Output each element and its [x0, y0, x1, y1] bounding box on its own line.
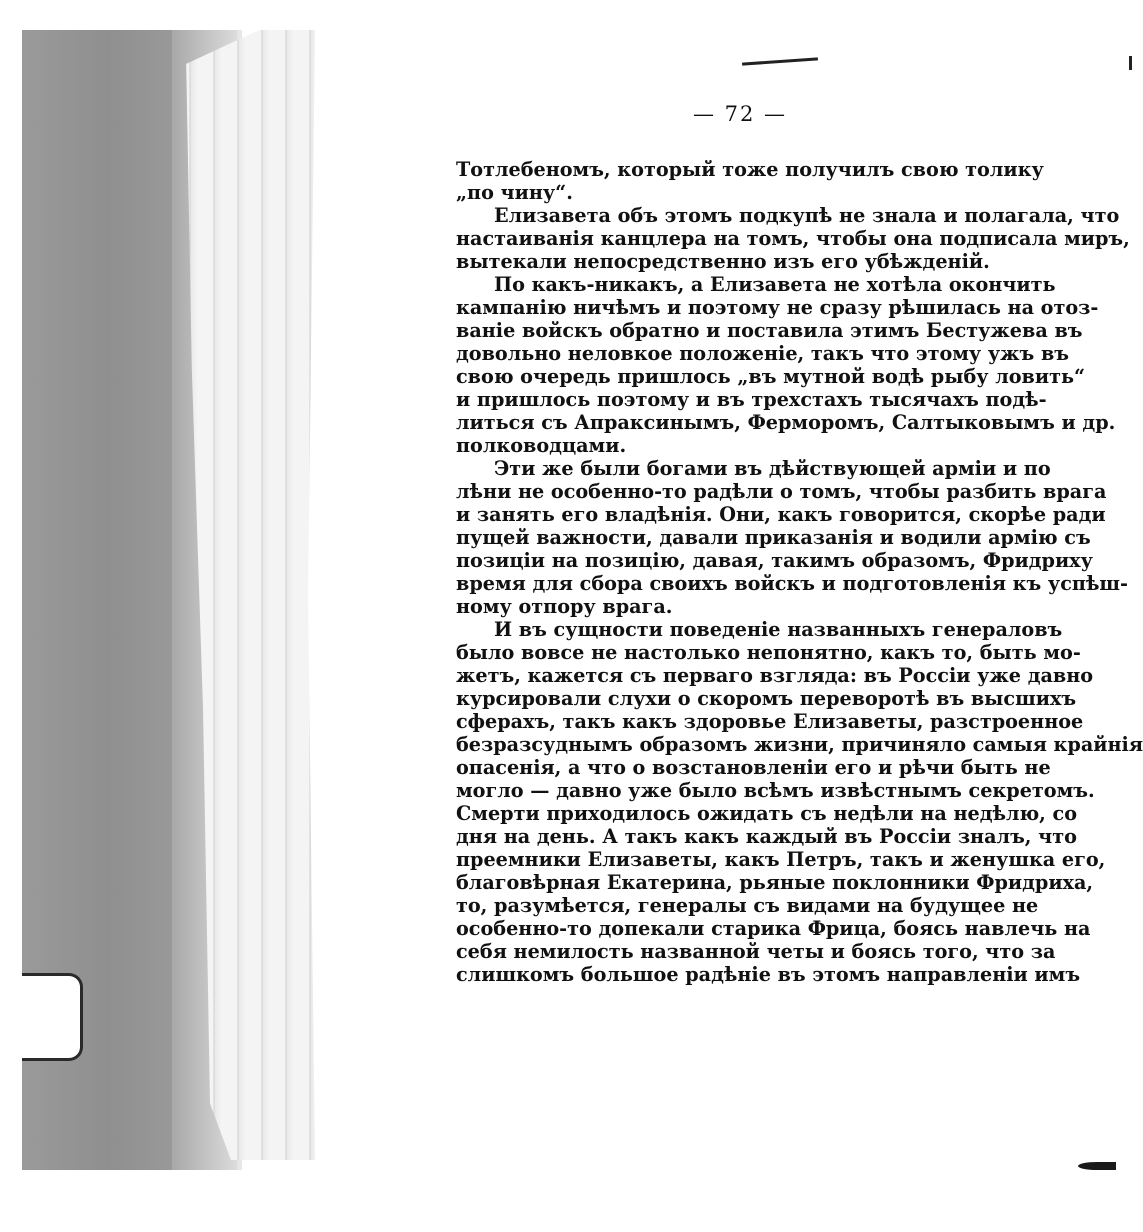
- text-line: ваніе войскъ обратно и поставила этимъ Бестужева въ: [456, 319, 1083, 342]
- text-line: было вовсе не настолько непонятно, какъ то, быть мо-: [456, 641, 1081, 664]
- text-line: ному отпору врага.: [456, 595, 673, 618]
- text-line: позиціи на позицію, давая, такимъ образомъ, Фридриху: [456, 549, 1093, 572]
- text-line: могло — давно уже было всѣмъ извѣстнымъ секретомъ.: [456, 779, 1095, 802]
- ink-mark-bottom: [1078, 1162, 1116, 1170]
- text-line: курсировали слухи о скоромъ переворотѣ въ высшихъ: [456, 687, 1077, 710]
- text-line: благовѣрная Екатерина, рьяные поклонники Фридриха,: [456, 871, 1094, 894]
- text-block: [456, 158, 1143, 986]
- text-line: дня на день. А такъ какъ каждый въ Россіи зналъ, что: [456, 825, 1077, 848]
- text-line: кампанію ничѣмъ и поэтому не сразу рѣшилась на отоз-: [456, 296, 1099, 319]
- text-line: Эти же были богами въ дѣйствующей арміи и по: [494, 457, 1051, 480]
- text-line: особенно-то допекали старика Фрица, боясь навлечь на: [456, 917, 1091, 940]
- text-line: Елизавета объ этомъ подкупѣ не знала и полагала, что: [494, 204, 1120, 227]
- text-line: И въ сущности поведеніе названныхъ генераловъ: [494, 618, 1063, 641]
- text-line: свою очередь пришлось „въ мутной водѣ рыбу ловить“: [456, 365, 1086, 388]
- ink-mark-top: [742, 57, 818, 65]
- text-line: литься съ Апраксинымъ, Ферморомъ, Салтыковымъ и др.: [456, 411, 1116, 434]
- text-line: полководцами.: [456, 434, 627, 457]
- text-line: лѣни не особенно-то радѣли о томъ, чтобы разбить врага: [456, 480, 1107, 503]
- text-line: время для сбора своихъ войскъ и подготовленія къ успѣш-: [456, 572, 1129, 595]
- page-number: — 72 —: [692, 102, 788, 126]
- text-line: Смерти приходилось ожидать съ недѣли на недѣлю, со: [456, 802, 1078, 825]
- text-line: сферахъ, такъ какъ здоровье Елизаветы, разстроенное: [456, 710, 1084, 733]
- text-line: довольно неловкое положеніе, такъ что этому ужъ въ: [456, 342, 1069, 365]
- text-line: „по чину“.: [456, 181, 573, 204]
- text-line: жетъ, кажется съ перваго взгляда: въ Россіи уже давно: [456, 664, 1094, 687]
- text-line: и занять его владѣнія. Они, какъ говорится, скорѣе ради: [456, 503, 1106, 526]
- text-line: себя немилость названной четы и боясь того, что за: [456, 940, 1056, 963]
- text-line: Тотлебеномъ, который тоже получилъ свою толику: [456, 158, 1044, 181]
- library-tab: [22, 973, 83, 1061]
- text-line: настаиванія канцлера на томъ, чтобы она подписала миръ,: [456, 227, 1130, 250]
- text-line: вытекали непосредственно изъ его убѣжденій.: [456, 250, 990, 273]
- text-line: По какъ-никакъ, а Елизавета не хотѣла окончить: [494, 273, 1056, 296]
- text-line: то, разумѣется, генералы съ видами на будущее не: [456, 894, 1039, 917]
- text-line: безразсуднымъ образомъ жизни, причиняло самыя крайнія: [456, 733, 1143, 756]
- text-line: опасенія, а что о возстановленіи его и рѣчи быть не: [456, 756, 1051, 779]
- text-line: пущей важности, давали приказанія и водили армію съ: [456, 526, 1091, 549]
- text-line: и пришлось поэтому и въ трехстахъ тысячахъ подѣ-: [456, 388, 1047, 411]
- text-line: слишкомъ большое радѣніе въ этомъ направленіи имъ: [456, 963, 1081, 986]
- text-line: преемники Елизаветы, какъ Петръ, такъ и женушка его,: [456, 848, 1106, 871]
- ink-mark-right: [1129, 56, 1132, 70]
